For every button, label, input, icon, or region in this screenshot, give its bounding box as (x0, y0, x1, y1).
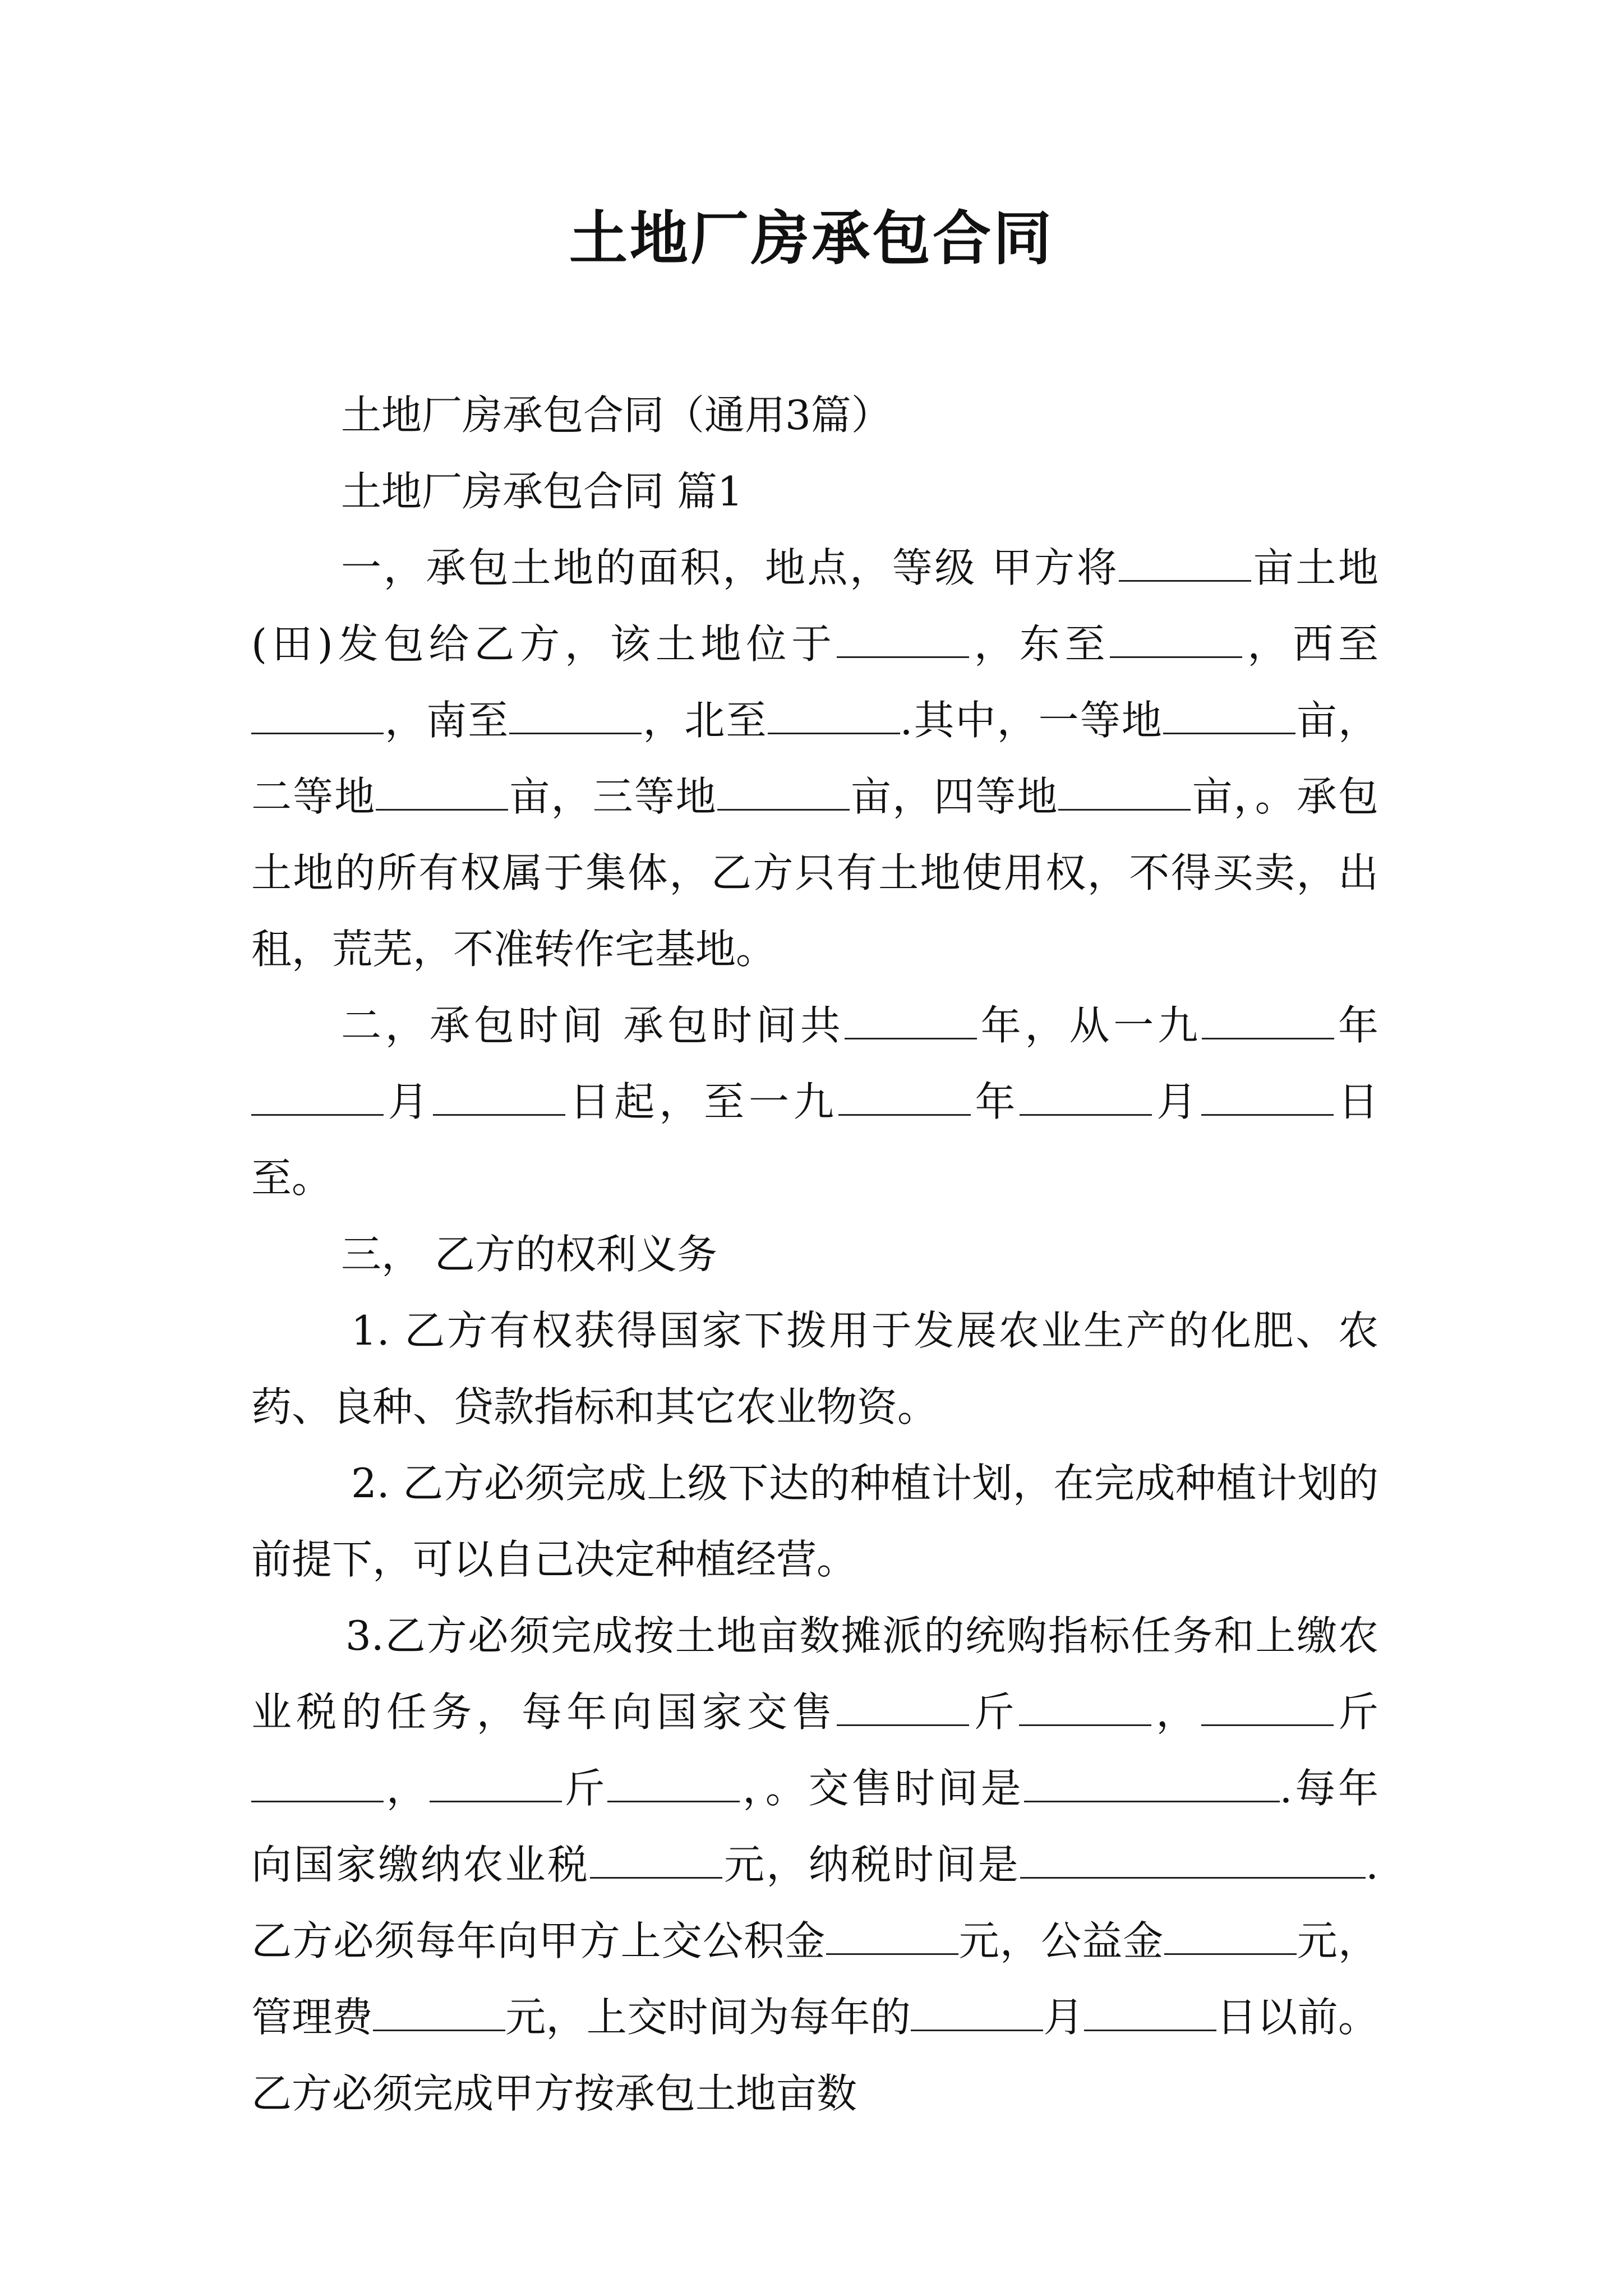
text-run: 斤 (1333, 1688, 1378, 1736)
text-run: ，东至 (969, 620, 1110, 668)
fill-blank (1058, 776, 1191, 811)
contract-part1-heading (251, 453, 1378, 530)
fill-blank (911, 1997, 1043, 2031)
text-run: ， (1151, 1688, 1201, 1736)
text-run: 一，承包土地的面积，地点，等级 甲方将 (341, 544, 1119, 591)
fill-blank (433, 1082, 565, 1116)
text-run: ，北至 (642, 697, 768, 744)
text-run: ，南至 (384, 697, 510, 744)
text-run: ，西至 (1242, 620, 1378, 668)
contract-general-heading (251, 377, 1378, 453)
fill-blank (1164, 1921, 1297, 1955)
text-run: 二，承包时间 承包时间共 (341, 1002, 845, 1049)
text-run: 元，上交时间为每年的 (505, 1994, 911, 2041)
fill-blank (1119, 547, 1251, 582)
fill-blank (837, 624, 969, 658)
text-run: 月 (1043, 1994, 1084, 2041)
text-run: 亩土地(田)发包给乙方，该土地位于 (251, 544, 1378, 668)
text-run: 3.乙方必须完成按土地亩数摊派的统购指标任务和上缴农业税的任务，每年向国家交售 (251, 1612, 1378, 1736)
text-run: 亩，。承包土地的所有权属于集体，乙方只有土地使用权，不得买卖，出租，荒芜，不准转作宅基地。 (251, 773, 1378, 973)
fill-blank (1110, 624, 1242, 658)
text-run: 日起，至一九 (565, 1078, 838, 1125)
fill-blank (1201, 1692, 1334, 1726)
fill-blank (251, 700, 384, 734)
section-3-heading (251, 1216, 1378, 1292)
text-run: 斤 (969, 1688, 1019, 1736)
fill-blank (1024, 1768, 1280, 1802)
fill-blank (837, 1692, 969, 1726)
text-run: 土地厂房承包合同 篇1 (341, 468, 743, 515)
text-run: 1. 乙方有权获得国家下拨用于发展农业生产的化肥、农药、良种、贷款指标和其它农业物资。 (251, 1307, 1378, 1430)
fill-blank (251, 1082, 384, 1116)
text-run: ，。交售时间是 (740, 1765, 1024, 1812)
text-run: 元，管理费 (251, 1917, 1378, 2041)
fill-blank (768, 700, 900, 734)
fill-blank (1019, 1692, 1151, 1726)
text-run: 亩，三等地 (508, 773, 717, 820)
text-run: 年 (970, 1078, 1020, 1125)
text-run: 亩，二等地 (251, 697, 1378, 820)
clause-item-1 (251, 1292, 1378, 1445)
fill-blank (376, 776, 508, 811)
fill-blank (1020, 1082, 1152, 1116)
fill-blank (1201, 1082, 1334, 1116)
text-run: 月 (384, 1078, 433, 1125)
fill-blank (430, 1768, 562, 1802)
text-run: 年 (1334, 1002, 1378, 1049)
clause-item-2 (251, 1445, 1378, 1598)
text-run: 三， 乙方的权利义务 (341, 1231, 717, 1278)
text-run: 月 (1152, 1078, 1202, 1125)
fill-blank (1163, 700, 1295, 734)
fill-blank (590, 1844, 722, 1879)
fill-blank (1020, 1844, 1366, 1879)
text-run: ， (384, 1765, 430, 1812)
fill-blank (1084, 1997, 1216, 2031)
text-run: .每年向国家缴纳农业税 (251, 1765, 1378, 1888)
text-run: 亩，四等地 (849, 773, 1059, 820)
fill-blank (1202, 1005, 1334, 1039)
fill-blank (251, 1768, 384, 1802)
text-run: .其中，一等地 (900, 697, 1163, 744)
text-run: 元，纳税时间是 (722, 1841, 1021, 1888)
text-run: 年，从一九 (976, 1002, 1202, 1049)
fill-blank (373, 1997, 505, 2031)
section-1-land-details (251, 530, 1378, 987)
text-run: 2. 乙方必须完成上级下达的种植计划，在完成种植计划的前提下，可以自己决定种植经营。 (251, 1460, 1378, 1583)
fill-blank (607, 1768, 740, 1802)
text-run: 土地厂房承包合同（通用3篇） (341, 392, 892, 439)
fill-blank (717, 776, 850, 811)
text-run: .乙方必须每年向甲方上交公积金 (251, 1841, 1378, 1964)
text-run: 日至。 (251, 1078, 1378, 1202)
fill-blank (826, 1921, 958, 1955)
text-run: 日以前。乙方必须完成甲方按承包土地亩数 (251, 1994, 1378, 2117)
section-2-contract-period (251, 987, 1378, 1216)
text-run: 斤 (561, 1765, 608, 1812)
fill-blank (838, 1082, 971, 1116)
document-body (251, 377, 1378, 2132)
document-title: 土地厂房承包合同 (569, 204, 1054, 273)
fill-blank (509, 700, 642, 734)
fill-blank (845, 1005, 977, 1039)
clause-item-3 (251, 1598, 1378, 2132)
text-run: 元，公益金 (958, 1917, 1164, 1964)
